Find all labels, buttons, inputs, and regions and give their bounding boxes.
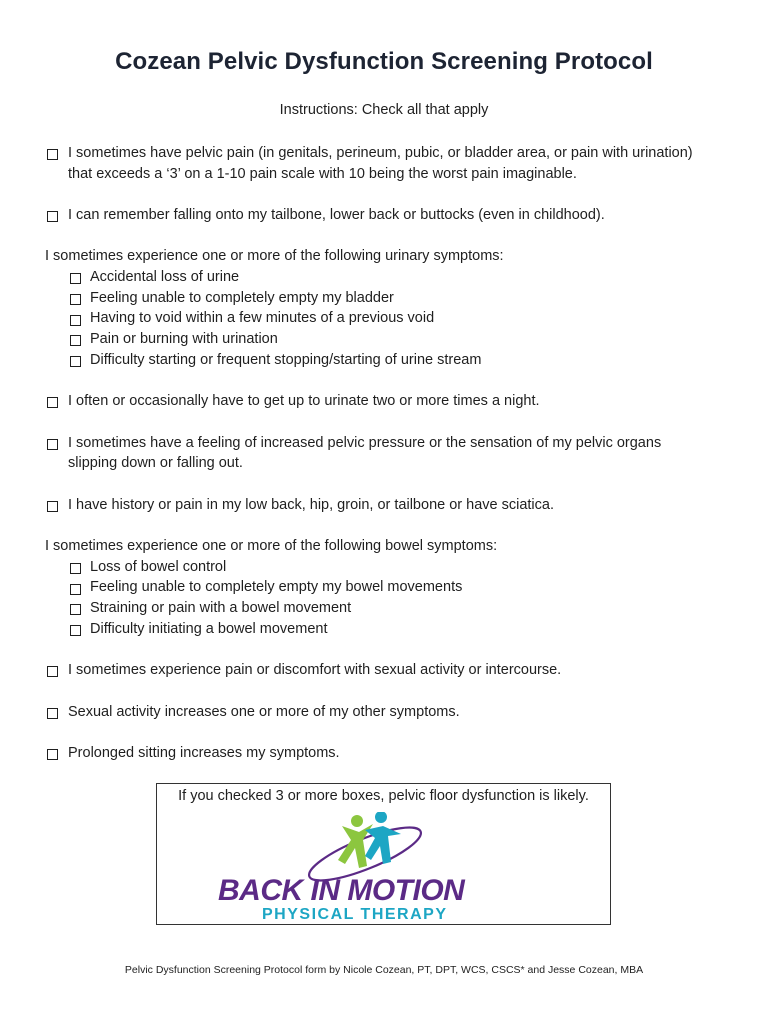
urinary-item: Having to void within a few minutes of a previous void <box>90 310 435 326</box>
footer-credit: Pelvic Dysfunction Screening Protocol form by Nicole Cozean, PT, DPT, WCS, CSCS* and Jesse Cozean, MBA <box>124 964 644 976</box>
checkbox-bowel-3[interactable] <box>70 604 81 615</box>
checkbox-bowel-1[interactable] <box>70 563 81 574</box>
checkbox-bowel-4[interactable] <box>70 625 81 636</box>
checkbox-bowel-2[interactable] <box>70 584 81 595</box>
bowel-item: Straining or pain with a bowel movement <box>90 600 352 616</box>
bowel-item: Feeling unable to completely empty my bowel movements <box>90 579 463 595</box>
result-callout <box>156 783 611 925</box>
checkbox-sitting[interactable] <box>47 749 58 760</box>
item-back: I have history or pain in my low back, hip, groin, or tailbone or have sciatica. <box>68 497 554 513</box>
item-night: I often or occasionally have to get up to urinate two or more times a night. <box>68 393 540 409</box>
bowel-item: Difficulty initiating a bowel movement <box>90 621 328 637</box>
item-pelvic-pain-line2: that exceeds a ‘3’ on a 1-10 pain scale with 10 being the worst pain imaginable. <box>68 166 577 182</box>
instructions: Instructions: Check all that apply <box>279 102 489 118</box>
item-sitting: Prolonged sitting increases my symptoms. <box>68 745 340 761</box>
checkbox-night[interactable] <box>47 397 58 408</box>
page-title: Cozean Pelvic Dysfunction Screening Protocol <box>115 48 653 75</box>
checkbox-urinary-1[interactable] <box>70 273 81 284</box>
checkbox-back[interactable] <box>47 501 58 512</box>
item-sexual-increase: Sexual activity increases one or more of my other symptoms. <box>68 704 460 720</box>
urinary-item: Feeling unable to completely empty my bladder <box>90 290 394 306</box>
urinary-heading: I sometimes experience one or more of the following urinary symptoms: <box>45 248 504 264</box>
logo-text: BACK IN MOTION <box>218 874 465 907</box>
logo-subtext: PHYSICAL THERAPY <box>262 906 448 923</box>
urinary-item: Accidental loss of urine <box>90 269 240 285</box>
bowel-item: Loss of bowel control <box>90 559 227 575</box>
checkbox-tailbone[interactable] <box>47 211 58 222</box>
checkbox-pressure[interactable] <box>47 439 58 450</box>
urinary-item: Difficulty starting or frequent stopping/starting of urine stream <box>90 352 482 368</box>
item-pelvic-pain-line1: I sometimes have pelvic pain (in genitals, perineum, pubic, or bladder area, or pain with urination) <box>68 145 693 161</box>
item-tailbone: I can remember falling onto my tailbone, lower back or buttocks (even in childhood). <box>68 207 605 223</box>
checkbox-urinary-2[interactable] <box>70 294 81 305</box>
urinary-item: Pain or burning with urination <box>90 331 278 347</box>
checkbox-urinary-3[interactable] <box>70 315 81 326</box>
item-pressure-line2: slipping down or falling out. <box>68 455 243 471</box>
item-sexual-pain: I sometimes experience pain or discomfort with sexual activity or intercourse. <box>68 662 562 678</box>
back-in-motion-logo <box>205 812 565 924</box>
checkbox-urinary-4[interactable] <box>70 335 81 346</box>
callout-text: If you checked 3 or more boxes, pelvic floor dysfunction is likely. <box>178 788 589 804</box>
checkbox-sexual-increase[interactable] <box>47 708 58 719</box>
checkbox-urinary-5[interactable] <box>70 356 81 367</box>
bowel-heading: I sometimes experience one or more of the following bowel symptoms: <box>45 538 498 554</box>
checkbox-pelvic-pain[interactable] <box>47 149 58 160</box>
item-pressure-line1: I sometimes have a feeling of increased pelvic pressure or the sensation of my pelvic organs <box>68 435 662 451</box>
checkbox-sexual-pain[interactable] <box>47 666 58 677</box>
